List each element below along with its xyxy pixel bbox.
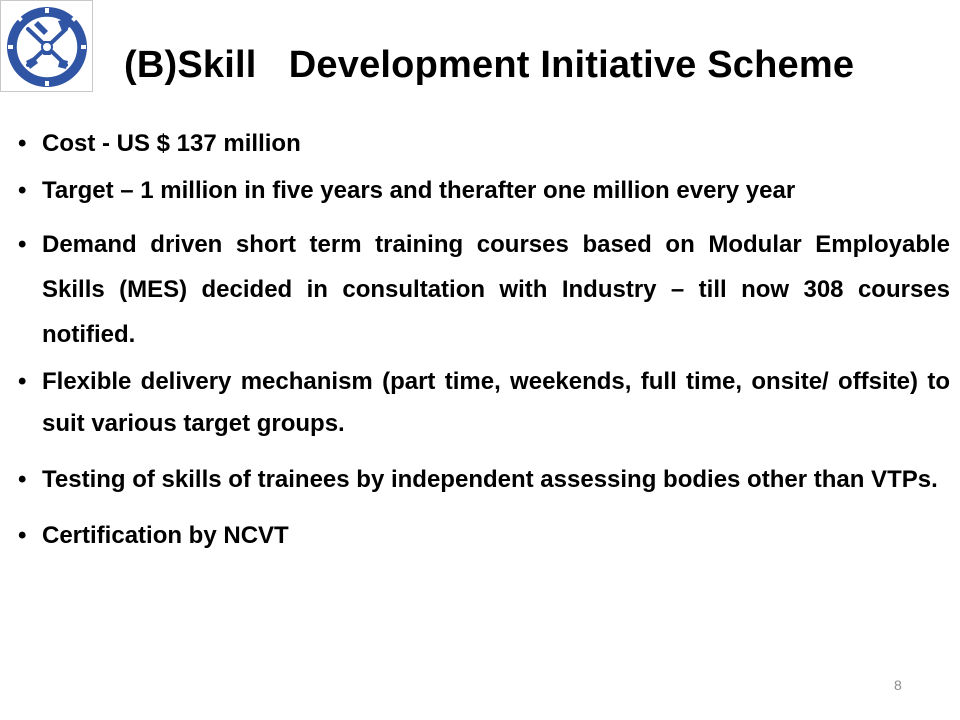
bullet-dot: • [18,130,27,157]
slide-title: (B)Skill Development Initiative Scheme [124,44,855,86]
bullet-dot: • [18,231,27,258]
page-number: 8 [894,677,902,693]
bullet-text: Cost - US $ 137 million [42,130,301,157]
bullet-text: Flexible delivery mechanism (part time, weekends, full time, onsite/ offsite) to suit various target groups. [42,368,950,437]
bullet-text: Testing of skills of trainees by independent assessing bodies other than VTPs. [42,466,938,493]
bullet-dot: • [18,466,27,493]
bullet-list [18,122,950,557]
bullet-text: Certification by NCVT [42,522,289,549]
skill-development-emblem-icon [4,3,90,91]
bullet-text: Target – 1 million in five years and therafter one million every year [42,177,796,204]
bullet-item-demand [18,222,950,357]
bullet-dot: • [18,522,27,549]
bullet-item-target [18,170,950,212]
logo-frame [0,0,93,92]
bullet-text: Demand driven short term training courses based on Modular Employable Skills (MES) decided in consultation with Industry – till now 308 courses notified. [42,231,950,348]
bullet-item-flexible [18,361,950,445]
bullet-dot: • [18,177,27,204]
bullet-item-testing [18,459,950,501]
logo-caption: कौशल भारत [33,69,61,76]
bullet-dot: • [18,368,27,395]
bullet-item-certification [18,515,950,557]
bullet-item-cost [18,122,950,166]
